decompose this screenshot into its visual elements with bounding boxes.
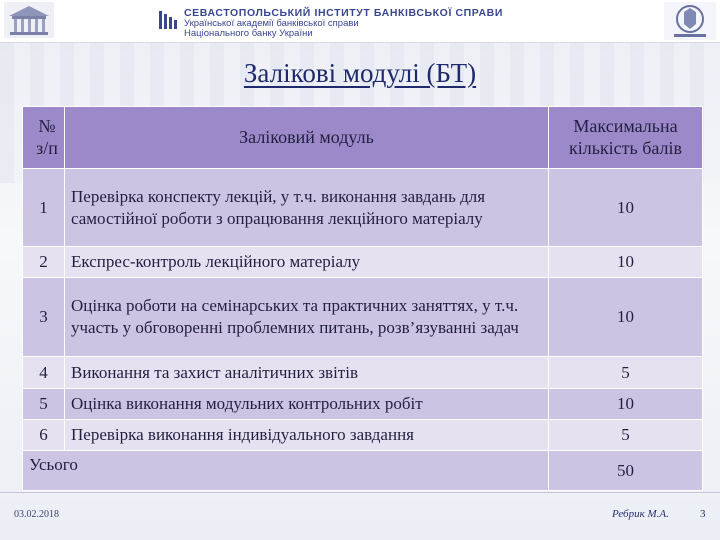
credit-modules-table [22, 106, 703, 491]
row-num: 5 [23, 389, 65, 420]
header-num: № з/п [23, 107, 65, 169]
bank-emblem-logo [664, 2, 716, 40]
header-banner [0, 0, 720, 43]
row-num: 6 [23, 420, 65, 451]
table-row [23, 247, 703, 278]
slide-title [0, 58, 720, 89]
institute-name-line2: Української академії банківської справи [184, 18, 359, 30]
row-module: Виконання та захист аналітичних звітів [65, 357, 549, 389]
row-score: 10 [549, 278, 703, 357]
header-module: Заліковий модуль [65, 107, 549, 169]
row-num: 1 [23, 169, 65, 247]
total-label: Усього [23, 451, 549, 491]
row-score: 5 [549, 420, 703, 451]
row-module: Експрес-контроль лекційного матеріалу [65, 247, 549, 278]
footer-divider [0, 492, 720, 493]
footer-author: Ребрик М.А. [612, 508, 669, 520]
table-row [23, 169, 703, 247]
institute-name-line1: СЕВАСТОПОЛЬСЬКИЙ ІНСТИТУТ БАНКІВСЬКОЇ СПРАВИ [184, 7, 503, 19]
footer-date: 03.02.2018 [14, 509, 59, 520]
page-number: 3 [700, 508, 706, 520]
table-row [23, 278, 703, 357]
row-num: 3 [23, 278, 65, 357]
row-score: 10 [549, 389, 703, 420]
institute-name-line3: Національного банку України [184, 27, 313, 39]
institute-name [184, 8, 564, 39]
row-num: 4 [23, 357, 65, 389]
header-max-score: Максимальна кількість балів [549, 107, 703, 169]
total-score: 50 [549, 451, 703, 491]
row-score: 10 [549, 247, 703, 278]
row-score: 10 [549, 169, 703, 247]
slide-title-text: Залікові модулі (БТ) [243, 58, 477, 88]
row-module: Перевірка виконання індивідуального завдання [65, 420, 549, 451]
row-num: 2 [23, 247, 65, 278]
row-module: Оцінка виконання модульних контрольних робіт [65, 389, 549, 420]
row-module: Оцінка роботи на семінарських та практичних заняттях, у т.ч. участь у обговоренні проблемних питань, розв’язуванні задач [65, 278, 549, 357]
institute-building-logo [4, 2, 54, 38]
row-module: Перевірка конспекту лекцій, у т.ч. виконання завдань для самостійної роботи з опрацювання лекційного матеріалу [65, 169, 549, 247]
table-row [23, 420, 703, 451]
table-row [23, 389, 703, 420]
total-row [23, 451, 703, 491]
institute-mark-icon [158, 9, 178, 31]
table-row [23, 357, 703, 389]
table-header-row [23, 107, 703, 169]
row-score: 5 [549, 357, 703, 389]
